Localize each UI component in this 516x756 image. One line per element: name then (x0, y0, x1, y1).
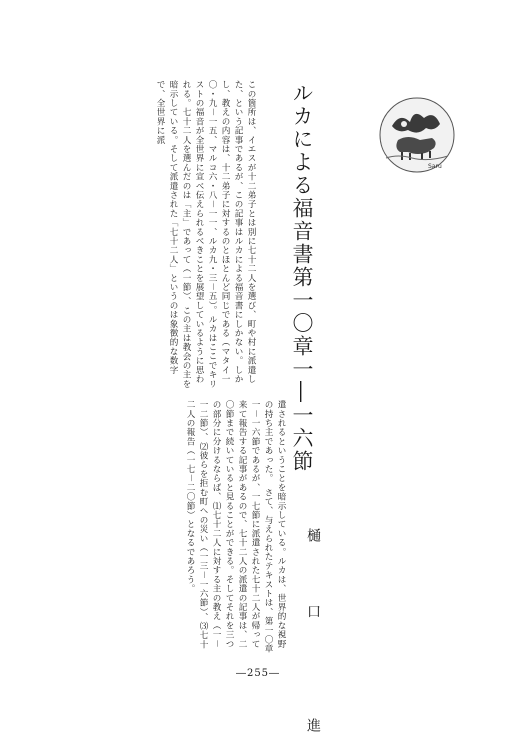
page-title: ルカによる福音書第一〇章一―一六節 (290, 82, 314, 473)
body-paragraph-lower: 遣されるということを暗示している。ルカは、世界的な視野の持ち主であった。 さて、与えられたテキストは、第一〇章一－一六節であるが、一七節に派遣された七十二人が帰って来て報告する記事があるので、七十二人の派遣の記事は、二〇節まで続いていると見ることができる。そしてそれを三つの部分に分けるならば、⑴七十二人に対する主の教え（一－一二節）、⑵彼らを拒む町への災い（一三－一六節）、⑶七十二人の報告（一七－二〇節）となるであろう。 (185, 400, 286, 654)
body-paragraph-upper: この箇所は、イエスが十二弟子とは別に七十二人を選び、町や村に派遣した、という記事であるが、この記事はルカによる福音書にしかない。しかし、教えの内容は、十二弟子に対するのとほとんど同じである（マタイ一〇・九－一五、マルコ六・八－一一、ルカ九・三－五）。ルカはここでキリストの福音が全世界に宣べ伝えられるべきことを展望しているように思われる。七十二人を選んだのは「主」であって（一節）、この主は教会の主を暗示している。そして派遣された「七十二人」というのは象徴的な数字で、全世界に派 (155, 80, 256, 389)
page-number: ―255― (235, 668, 281, 679)
emblem-caption: Saru (428, 163, 442, 170)
emblem-logo (378, 96, 456, 174)
author-name: 樋 口 進 (305, 528, 321, 756)
